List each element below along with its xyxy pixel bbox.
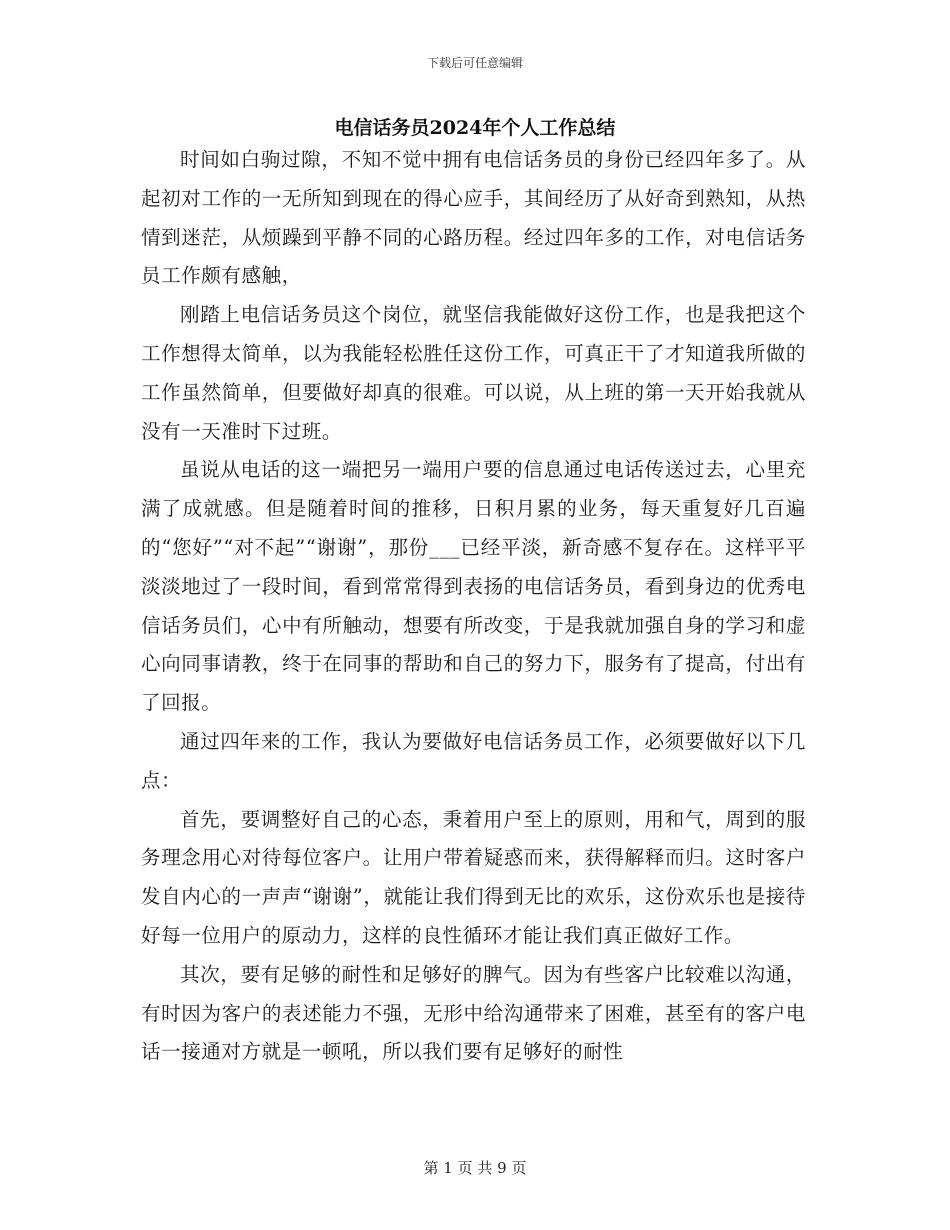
paragraph: 刚踏上电信话务员这个岗位，就坚信我能做好这份工作，也是我把这个工作想得太简单，以为我能轻松胜任这份工作，可真正干了才知道我所做的工作虽然简单，但要做好却真的很难。可以说，从上班的第一天开始我就从没有一天准时下过班。: [141, 303, 806, 443]
paragraph: 首先，要调整好自己的心态，秉着用户至上的原则，用和气，周到的服务理念用心对待每位客户。让用户带着疑惑而来，获得解释而归。这时客户发自内心的一声声“谢谢”，就能让我们得到无比的欢乐，这份欢乐也是接待好每一位用户的原动力，这样的良性循环才能让我们真正做好工作。: [141, 807, 806, 947]
paragraph: 时间如白驹过隙，不知不觉中拥有电信话务员的身份已经四年多了。从起初对工作的一无所知到现在的得心应手，其间经历了从好奇到熟知，从热情到迷茫，从烦躁到平静不同的心路历程。经过四年多的工作，对电信话务员工作颇有感触，: [141, 148, 806, 288]
page-number: 第 1 页 共 9 页: [423, 1159, 527, 1177]
paragraph: 通过四年来的工作，我认为要做好电信话务员工作，必须要做好以下几点：: [141, 729, 806, 792]
header-note: 下载后可任意编辑: [426, 56, 523, 70]
paragraph: 虽说从电话的这一端把另一端用户要的信息通过电话传送过去，心里充满了成就感。但是随着时间的推移，日积月累的业务，每天重复好几百遍的“您好”“对不起”“谢谢”，那份___已经平淡，新奇感不复存在。这样平平淡淡地过了一段时间，看到常常得到表扬的电信话务员，看到身边的优秀电信话务员们，心中有所触动，想要有所改变，于是我就加强自身的学习和虚心向同事请教，终于在同事的帮助和自己的努力下，服务有了提高，付出有了回报。: [141, 458, 806, 715]
document-body: [141, 141, 806, 1072]
paragraph: 其次，要有足够的耐性和足够好的脾气。因为有些客户比较难以沟通，有时因为客户的表述能力不强，无形中给沟通带来了困难，甚至有的客户电话一接通对方就是一顿吼，所以我们要有足够好的耐性: [141, 962, 806, 1064]
document-title: 电信话务员2024年个人工作总结: [334, 117, 616, 139]
